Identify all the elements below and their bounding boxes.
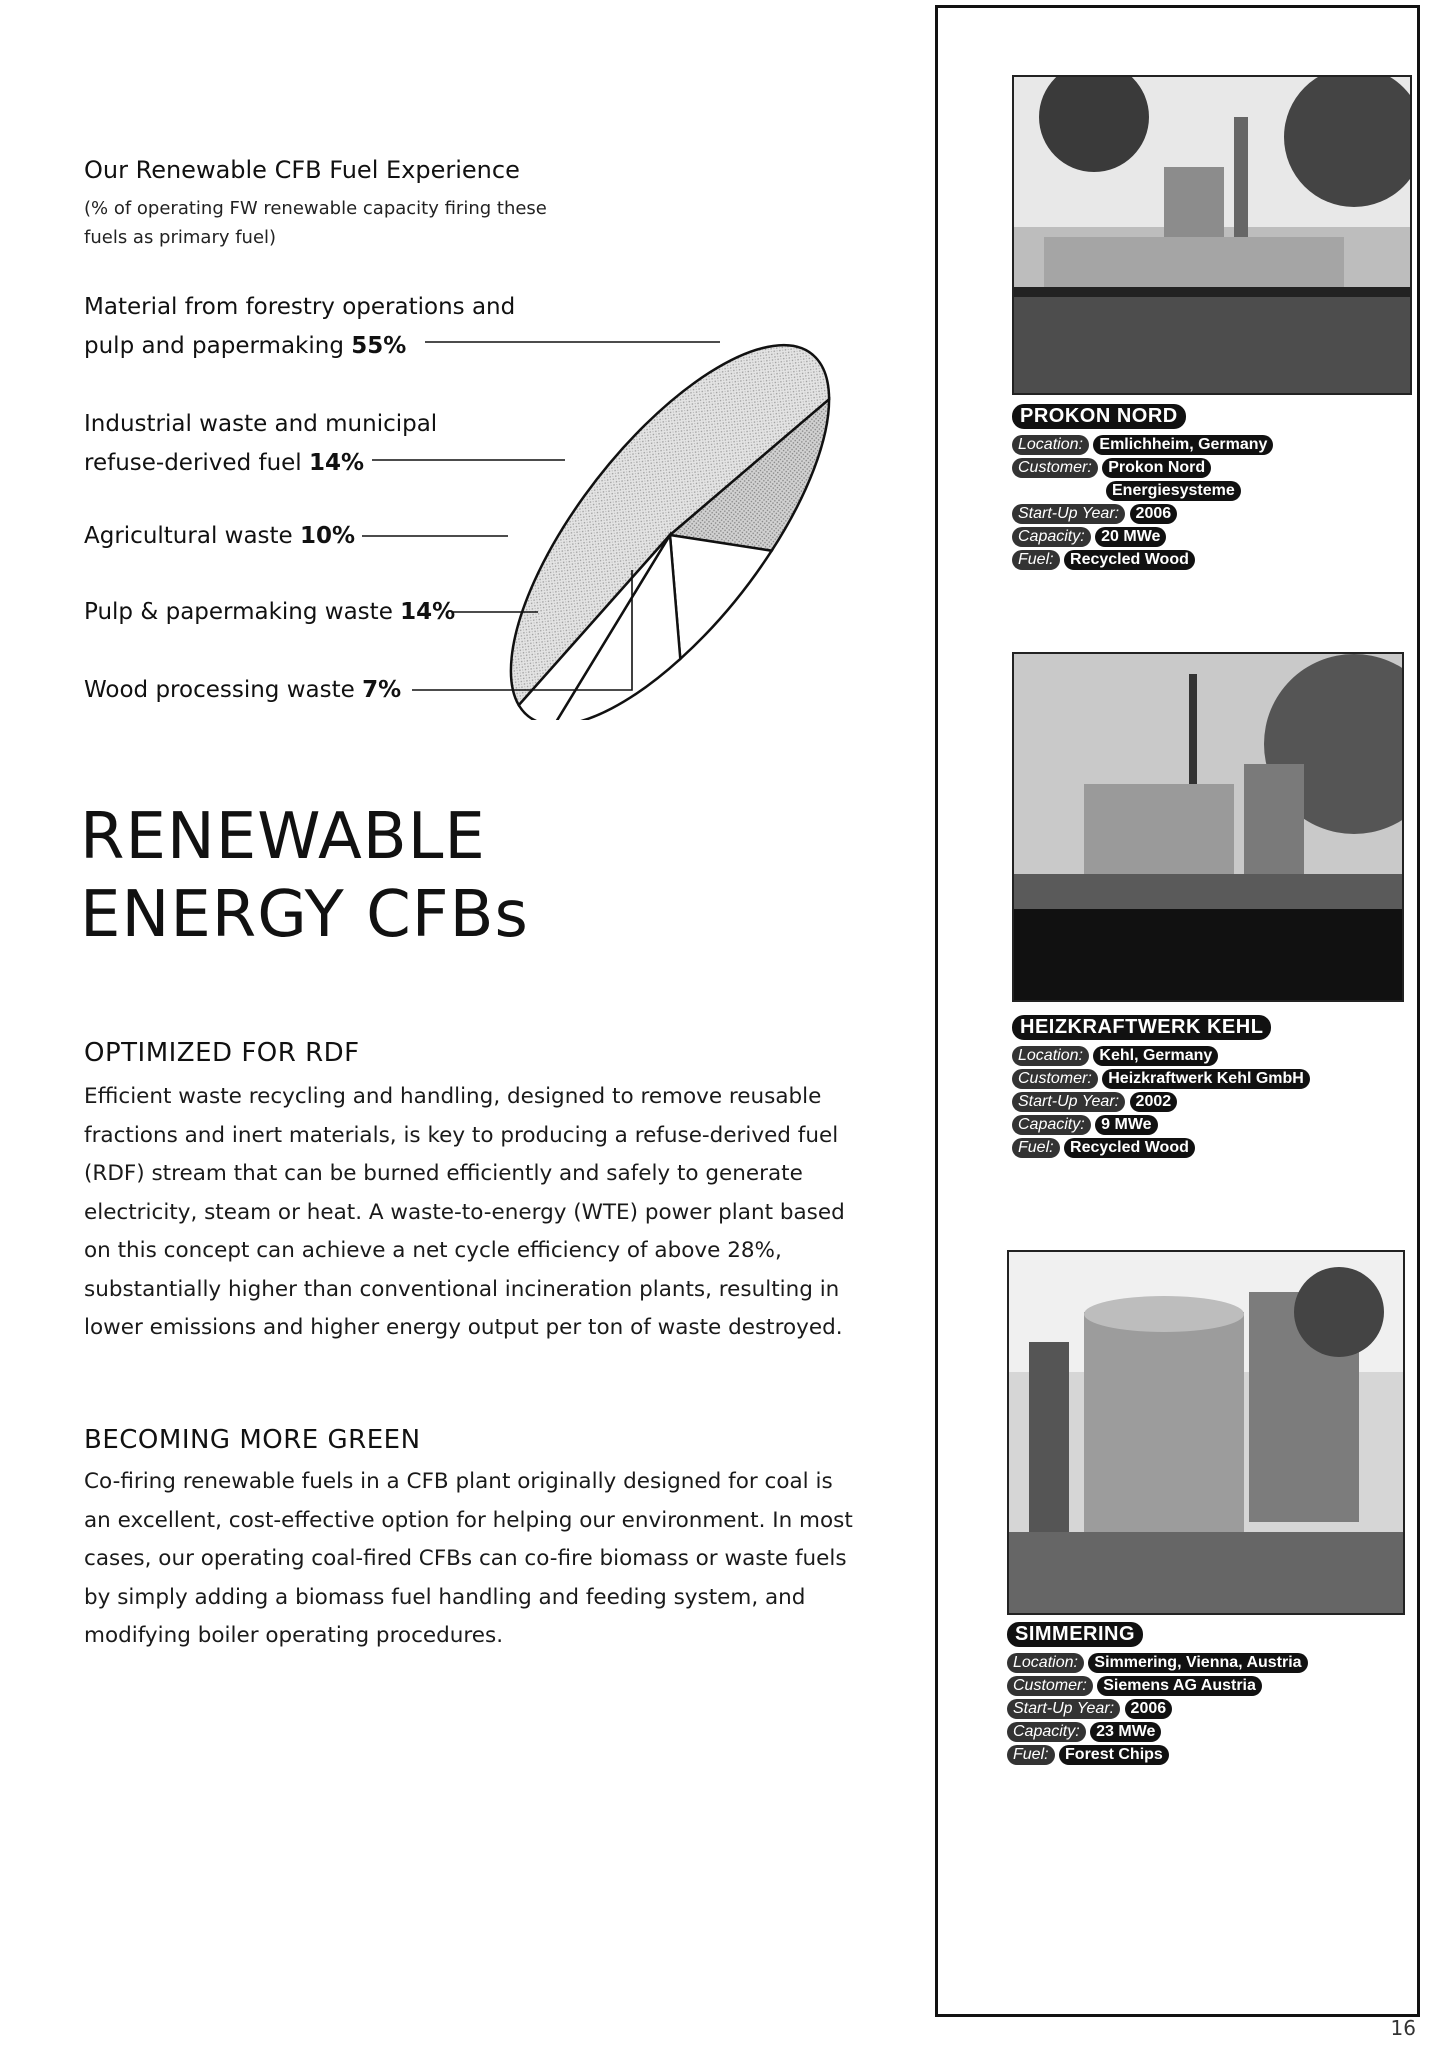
- chart-label-rdf: Industrial waste and municipal refuse-derived fuel 14%: [84, 411, 438, 476]
- section-title-green: BECOMING MORE GREEN: [84, 1425, 421, 1455]
- photo-heizkraftwerk-kehl: [1012, 652, 1404, 1002]
- chart-subtitle: (% of operating FW renewable capacity firing these fuels as primary fuel): [84, 198, 547, 248]
- chart-label-forestry: Material from forestry operations and pulp and papermaking 55%: [84, 294, 516, 359]
- chart-title: Our Renewable CFB Fuel Experience: [84, 156, 520, 184]
- section-body-green: Co-firing renewable fuels in a CFB plant originally designed for coal is an excellent, cost-effective option for helping our environment. In most cases, our operating coal-fired CFBs can co-fire biomass or waste fuels by simply adding a biomass fuel handling and feeding system, and modifying boiler operating procedures.: [84, 1469, 853, 1648]
- photo-prokon-nord: [1012, 75, 1412, 395]
- page-heading: RENEWABLE ENERGY CFBs: [80, 800, 529, 952]
- chart-label-pulp-waste: Pulp & papermaking waste 14%: [84, 599, 456, 625]
- project-name: PROKON NORD: [1012, 404, 1186, 429]
- chart-label-agricultural: Agricultural waste 10%: [84, 523, 356, 549]
- project-name: HEIZKRAFTWERK KEHL: [1012, 1015, 1271, 1040]
- project-name: SIMMERING: [1007, 1622, 1143, 1647]
- chart-label-wood-processing: Wood processing waste 7%: [84, 677, 402, 703]
- project-info-heizkraftwerk-kehl: HEIZKRAFTWERK KEHL Location: Kehl, Germany Customer: Heizkraftwerk Kehl GmbH Start-Up Year: 2002 Capacity: 9 MWe Fuel: Recycled Wood: [1012, 1015, 1310, 1158]
- project-info-simmering: SIMMERING Location: Simmering, Vienna, Austria Customer: Siemens AG Austria Start-Up Year: 2006 Capacity: 23 MWe Fuel: Forest Chips: [1007, 1622, 1308, 1765]
- photo-simmering: [1007, 1250, 1405, 1615]
- section-title-rdf: OPTIMIZED FOR RDF: [84, 1038, 360, 1068]
- page-number: 16: [1390, 2016, 1416, 2040]
- project-info-prokon-nord: PROKON NORD Location: Emlichheim, Germany Customer: Prokon Nord Energiesysteme Start-Up Year: 2006 Capacity: 20 MWe Fuel: Recycled Wood: [1012, 404, 1273, 570]
- section-body-rdf: Efficient waste recycling and handling, designed to remove reusable fractions and inert materials, is key to producing a refuse-derived fuel (RDF) stream that can be burned efficiently and safely to generate electricity, steam or heat. A waste-to-energy (WTE) power plant based on this concept can achieve a net cycle efficiency of above 28%, substantially higher than conventional incineration plants, resulting in lower emissions and higher energy output per ton of waste destroyed.: [84, 1084, 845, 1340]
